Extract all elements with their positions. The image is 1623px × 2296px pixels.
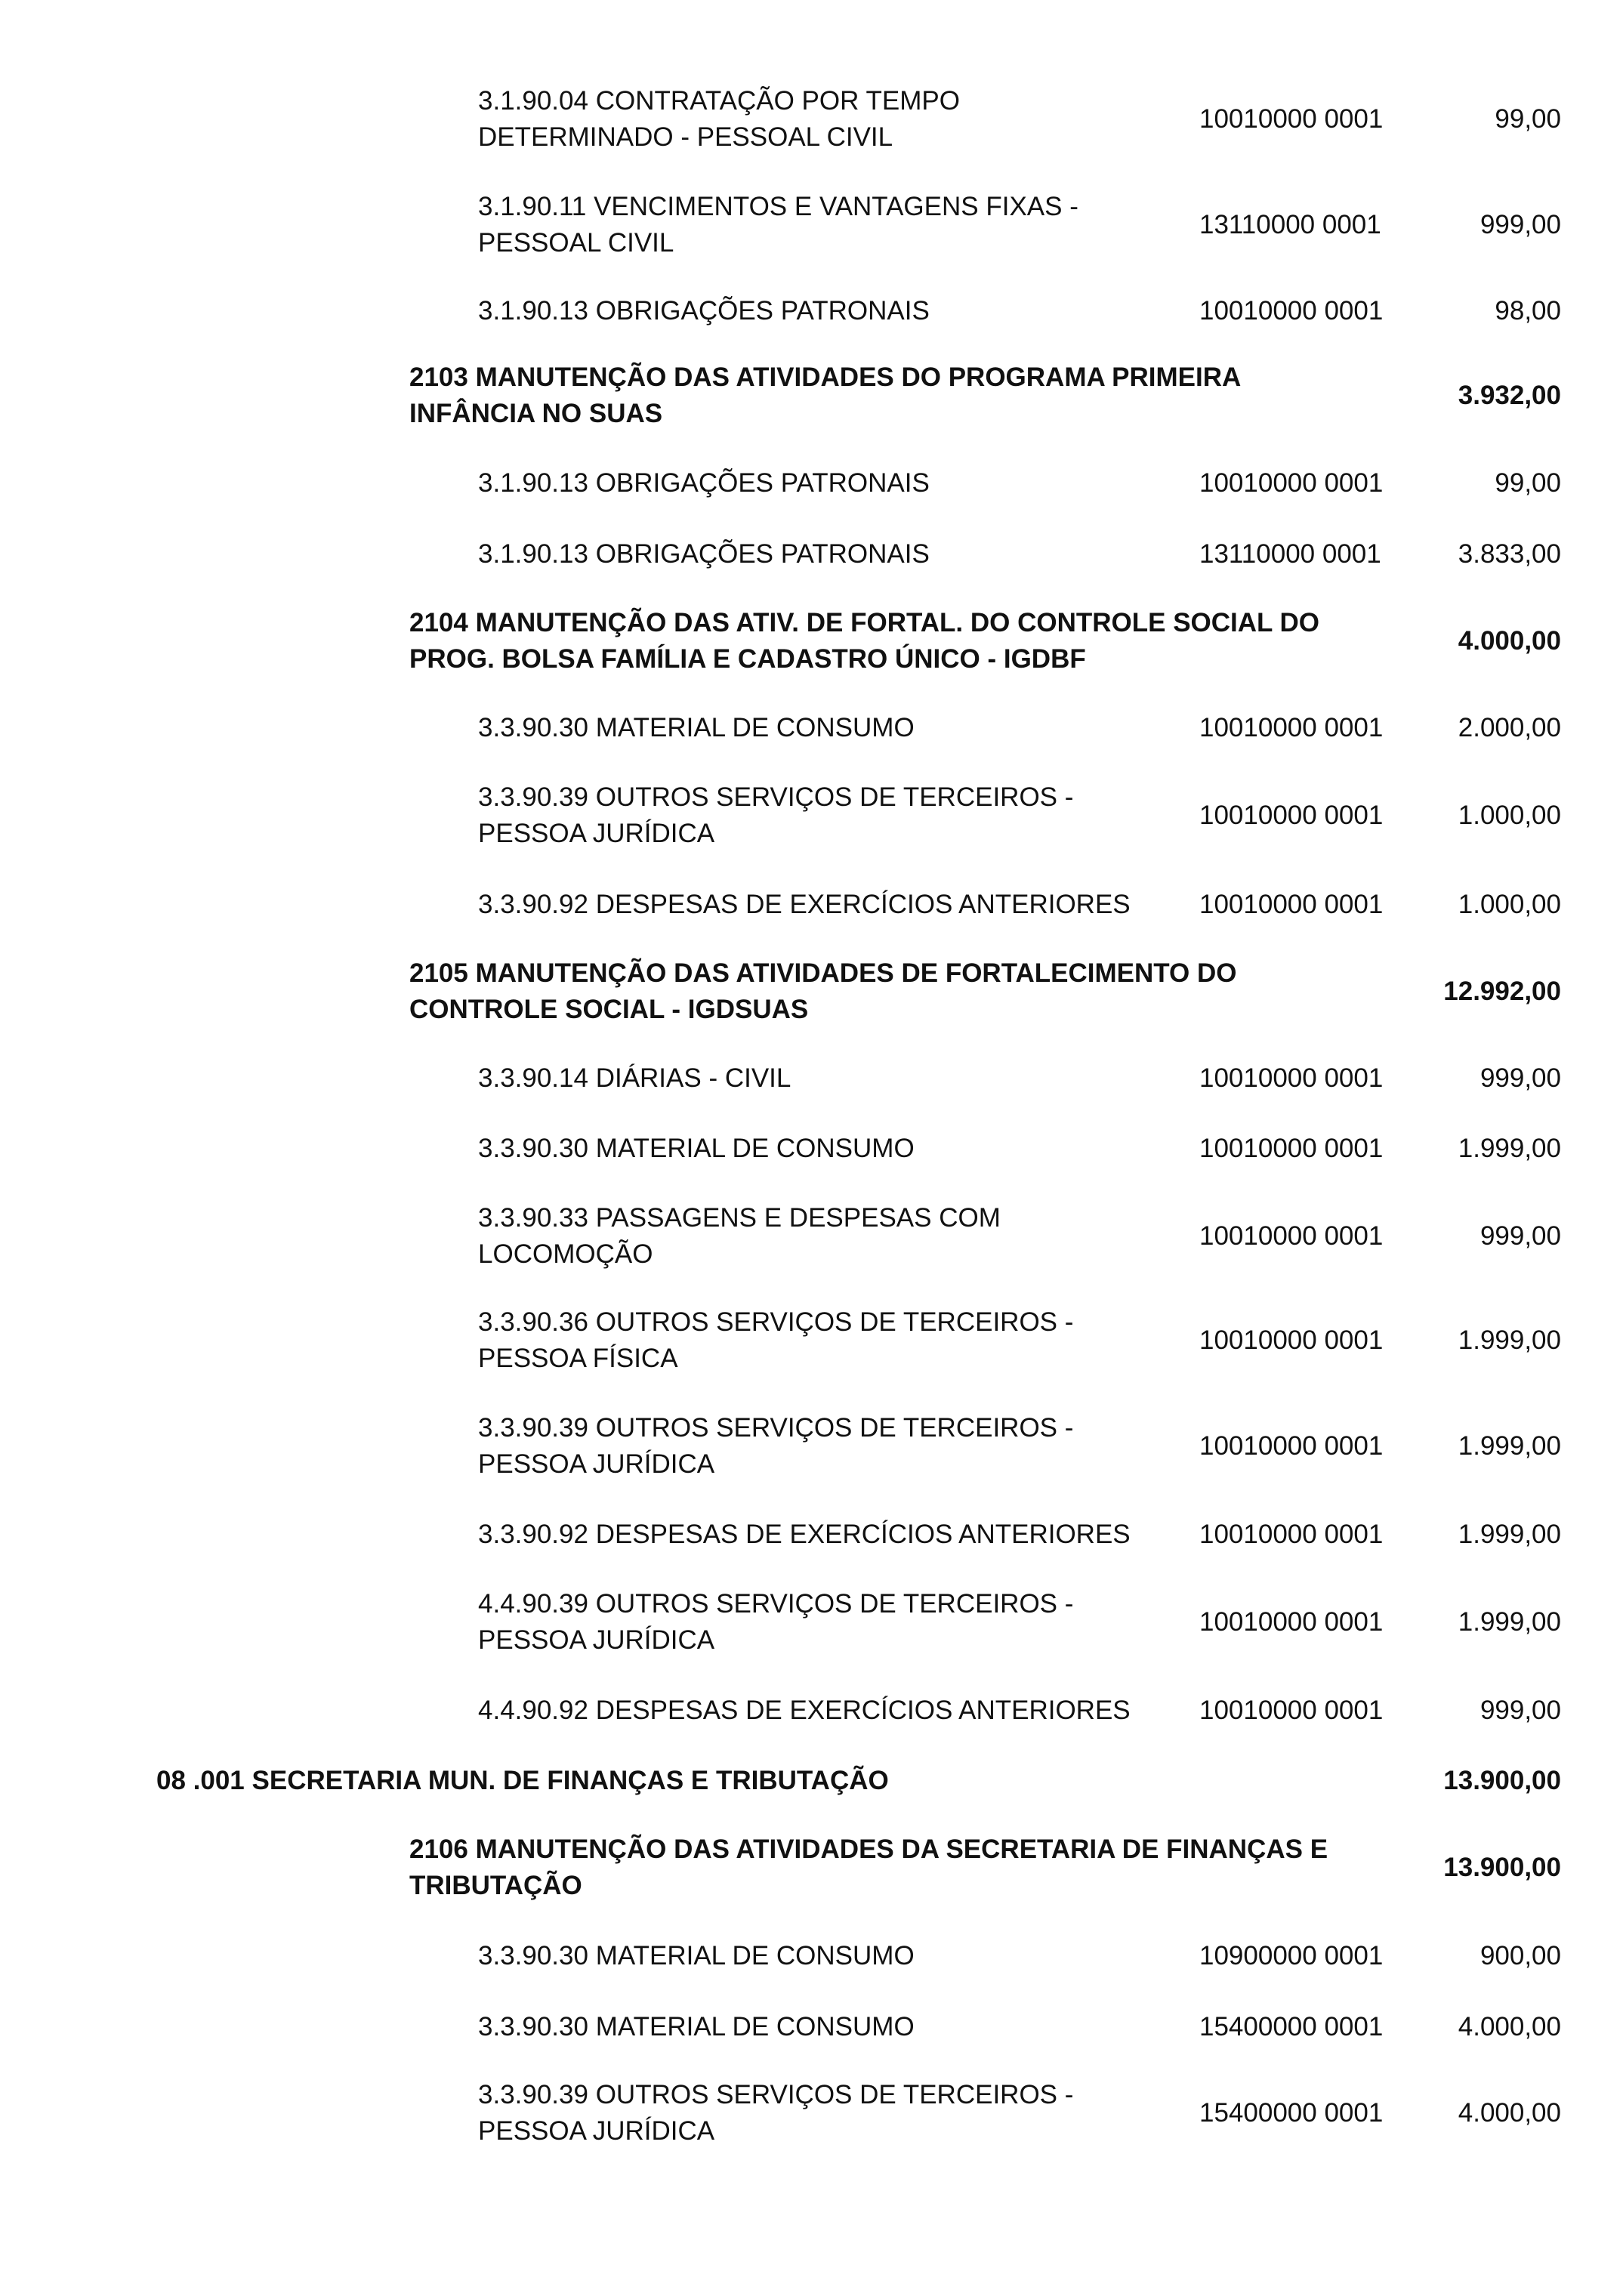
description-line: 4.4.90.39 OUTROS SERVIÇOS DE TERCEIROS - bbox=[478, 1589, 1074, 1619]
resource-code: 10010000 0001 bbox=[1199, 1063, 1384, 1093]
action-row bbox=[0, 1832, 1623, 1904]
amount-value: 999,00 bbox=[1480, 1063, 1561, 1093]
description-line: PROG. BOLSA FAMÍLIA E CADASTRO ÚNICO - IGDBF bbox=[409, 644, 1086, 674]
expense-description bbox=[478, 779, 1173, 852]
description-line: 3.1.90.11 VENCIMENTOS E VANTAGENS FIXAS - bbox=[478, 192, 1078, 221]
expense-row bbox=[0, 1674, 1623, 1747]
description-line: PESSOA JURÍDICA bbox=[478, 1625, 715, 1655]
expense-row bbox=[0, 1920, 1623, 1992]
description-line: 3.3.90.39 OUTROS SERVIÇOS DE TERCEIROS - bbox=[478, 1413, 1074, 1443]
description-line: 3.1.90.13 OBRIGAÇÕES PATRONAIS bbox=[478, 539, 930, 569]
expense-row bbox=[0, 189, 1623, 261]
expense-description bbox=[478, 887, 1173, 923]
resource-code: 10010000 0001 bbox=[1199, 296, 1384, 326]
action-row bbox=[0, 605, 1623, 677]
unit-title bbox=[156, 1763, 1365, 1799]
description-line: 4.4.90.92 DESPESAS DE EXERCÍCIOS ANTERIORES bbox=[478, 1696, 1131, 1725]
expense-description bbox=[478, 293, 1173, 329]
description-line: 3.1.90.04 CONTRATAÇÃO POR TEMPO bbox=[478, 86, 960, 116]
description-line: PESSOA JURÍDICA bbox=[478, 1449, 715, 1479]
description-line: 2104 MANUTENÇÃO DAS ATIV. DE FORTAL. DO CONTROLE SOCIAL DO bbox=[409, 608, 1320, 637]
amount-value: 1.999,00 bbox=[1458, 1607, 1561, 1637]
expense-description bbox=[478, 1938, 1173, 1974]
expense-row bbox=[0, 869, 1623, 941]
expense-row bbox=[0, 1498, 1623, 1571]
action-row bbox=[0, 955, 1623, 1028]
expense-description bbox=[478, 189, 1173, 261]
action-title bbox=[409, 955, 1391, 1028]
description-line: 3.1.90.13 OBRIGAÇÕES PATRONAIS bbox=[478, 296, 930, 326]
resource-code: 10010000 0001 bbox=[1199, 1325, 1384, 1355]
description-line: PESSOA JURÍDICA bbox=[478, 2116, 715, 2146]
description-line: 3.3.90.30 MATERIAL DE CONSUMO bbox=[478, 1941, 915, 1970]
resource-code: 10010000 0001 bbox=[1199, 801, 1384, 830]
expense-row bbox=[0, 1410, 1623, 1483]
resource-code: 10010000 0001 bbox=[1199, 104, 1384, 134]
amount-value: 999,00 bbox=[1480, 1221, 1561, 1251]
amount-value: 1.999,00 bbox=[1458, 1431, 1561, 1461]
amount-value: 1.999,00 bbox=[1458, 1134, 1561, 1163]
expense-description bbox=[478, 465, 1173, 501]
expense-description bbox=[478, 1517, 1173, 1553]
amount-value: 4.000,00 bbox=[1458, 2012, 1561, 2041]
description-line: 3.3.90.36 OUTROS SERVIÇOS DE TERCEIROS - bbox=[478, 1307, 1074, 1337]
amount-value: 3.932,00 bbox=[1458, 381, 1561, 410]
description-line: INFÂNCIA NO SUAS bbox=[409, 399, 663, 428]
expense-row bbox=[0, 1042, 1623, 1115]
resource-code: 10010000 0001 bbox=[1199, 1607, 1384, 1637]
expense-description bbox=[478, 1131, 1173, 1167]
expense-row bbox=[0, 1200, 1623, 1273]
amount-value: 2.000,00 bbox=[1458, 713, 1561, 742]
resource-code: 10010000 0001 bbox=[1199, 1431, 1384, 1461]
amount-value: 999,00 bbox=[1480, 210, 1561, 239]
description-line: TRIBUTAÇÃO bbox=[409, 1871, 582, 1900]
description-line: 3.3.90.33 PASSAGENS E DESPESAS COM bbox=[478, 1203, 1001, 1233]
expense-row bbox=[0, 83, 1623, 156]
description-line: CONTROLE SOCIAL - IGDSUAS bbox=[409, 995, 809, 1024]
amount-value: 13.900,00 bbox=[1443, 1853, 1561, 1882]
expense-description bbox=[478, 536, 1173, 572]
expense-row bbox=[0, 692, 1623, 764]
resource-code: 13110000 0001 bbox=[1199, 539, 1381, 569]
description-line: 2106 MANUTENÇÃO DAS ATIVIDADES DA SECRETARIA DE FINANÇAS E bbox=[409, 1835, 1328, 1864]
description-line: 08 .001 SECRETARIA MUN. DE FINANÇAS E TRIBUTAÇÃO bbox=[156, 1766, 889, 1795]
description-line: 2103 MANUTENÇÃO DAS ATIVIDADES DO PROGRAMA PRIMEIRA bbox=[409, 363, 1242, 392]
amount-value: 900,00 bbox=[1480, 1941, 1561, 1970]
description-line: 3.3.90.92 DESPESAS DE EXERCÍCIOS ANTERIORES bbox=[478, 1520, 1131, 1549]
expense-description bbox=[478, 83, 1173, 156]
expense-description bbox=[478, 1200, 1173, 1273]
expense-description bbox=[478, 1304, 1173, 1377]
description-line: 3.3.90.39 OUTROS SERVIÇOS DE TERCEIROS - bbox=[478, 782, 1074, 812]
amount-value: 4.000,00 bbox=[1458, 2098, 1561, 2128]
expense-description bbox=[478, 1693, 1173, 1729]
amount-value: 12.992,00 bbox=[1443, 977, 1561, 1006]
expense-row bbox=[0, 518, 1623, 591]
amount-value: 999,00 bbox=[1480, 1696, 1561, 1725]
description-line: 3.3.90.92 DESPESAS DE EXERCÍCIOS ANTERIORES bbox=[478, 890, 1131, 919]
resource-code: 10900000 0001 bbox=[1199, 1941, 1384, 1970]
description-line: 3.1.90.13 OBRIGAÇÕES PATRONAIS bbox=[478, 468, 930, 498]
amount-value: 1.999,00 bbox=[1458, 1520, 1561, 1549]
description-line: PESSOA FÍSICA bbox=[478, 1344, 678, 1373]
expense-description bbox=[478, 710, 1173, 746]
description-line: LOCOMOÇÃO bbox=[478, 1239, 653, 1269]
resource-code: 10010000 0001 bbox=[1199, 468, 1384, 498]
amount-value: 98,00 bbox=[1495, 296, 1561, 326]
amount-value: 4.000,00 bbox=[1458, 626, 1561, 656]
description-line: PESSOAL CIVIL bbox=[478, 228, 674, 258]
description-line: 3.3.90.30 MATERIAL DE CONSUMO bbox=[478, 713, 915, 742]
resource-code: 10010000 0001 bbox=[1199, 1520, 1384, 1549]
action-title bbox=[409, 1832, 1391, 1904]
description-line: 3.3.90.30 MATERIAL DE CONSUMO bbox=[478, 2012, 915, 2041]
expense-row bbox=[0, 275, 1623, 347]
amount-value: 1.000,00 bbox=[1458, 801, 1561, 830]
action-title bbox=[409, 605, 1391, 677]
description-line: DETERMINADO - PESSOAL CIVIL bbox=[478, 122, 893, 152]
expense-row bbox=[0, 1113, 1623, 1185]
amount-value: 99,00 bbox=[1495, 104, 1561, 134]
action-row bbox=[0, 360, 1623, 432]
expense-row bbox=[0, 1586, 1623, 1659]
description-line: PESSOA JURÍDICA bbox=[478, 819, 715, 848]
amount-value: 3.833,00 bbox=[1458, 539, 1561, 569]
expense-row bbox=[0, 1991, 1623, 2063]
resource-code: 15400000 0001 bbox=[1199, 2098, 1384, 2128]
expense-row bbox=[0, 447, 1623, 520]
resource-code: 10010000 0001 bbox=[1199, 713, 1384, 742]
amount-value: 99,00 bbox=[1495, 468, 1561, 498]
description-line: 3.3.90.39 OUTROS SERVIÇOS DE TERCEIROS - bbox=[478, 2080, 1074, 2109]
resource-code: 13110000 0001 bbox=[1199, 210, 1381, 239]
expense-row bbox=[0, 2077, 1623, 2149]
expense-row bbox=[0, 1304, 1623, 1377]
expense-description bbox=[478, 2077, 1173, 2149]
amount-value: 13.900,00 bbox=[1443, 1766, 1561, 1795]
action-title bbox=[409, 360, 1391, 432]
resource-code: 10010000 0001 bbox=[1199, 1696, 1384, 1725]
unit-row bbox=[0, 1745, 1623, 1817]
expense-description bbox=[478, 1060, 1173, 1097]
description-line: 3.3.90.30 MATERIAL DE CONSUMO bbox=[478, 1134, 915, 1163]
amount-value: 1.000,00 bbox=[1458, 890, 1561, 919]
expense-description bbox=[478, 1586, 1173, 1659]
expense-row bbox=[0, 779, 1623, 852]
expense-description bbox=[478, 2009, 1173, 2045]
resource-code: 10010000 0001 bbox=[1199, 1221, 1384, 1251]
description-line: 3.3.90.14 DIÁRIAS - CIVIL bbox=[478, 1063, 791, 1093]
resource-code: 10010000 0001 bbox=[1199, 1134, 1384, 1163]
resource-code: 10010000 0001 bbox=[1199, 890, 1384, 919]
resource-code: 15400000 0001 bbox=[1199, 2012, 1384, 2041]
amount-value: 1.999,00 bbox=[1458, 1325, 1561, 1355]
expense-description bbox=[478, 1410, 1173, 1483]
description-line: 2105 MANUTENÇÃO DAS ATIVIDADES DE FORTALECIMENTO DO bbox=[409, 958, 1237, 988]
